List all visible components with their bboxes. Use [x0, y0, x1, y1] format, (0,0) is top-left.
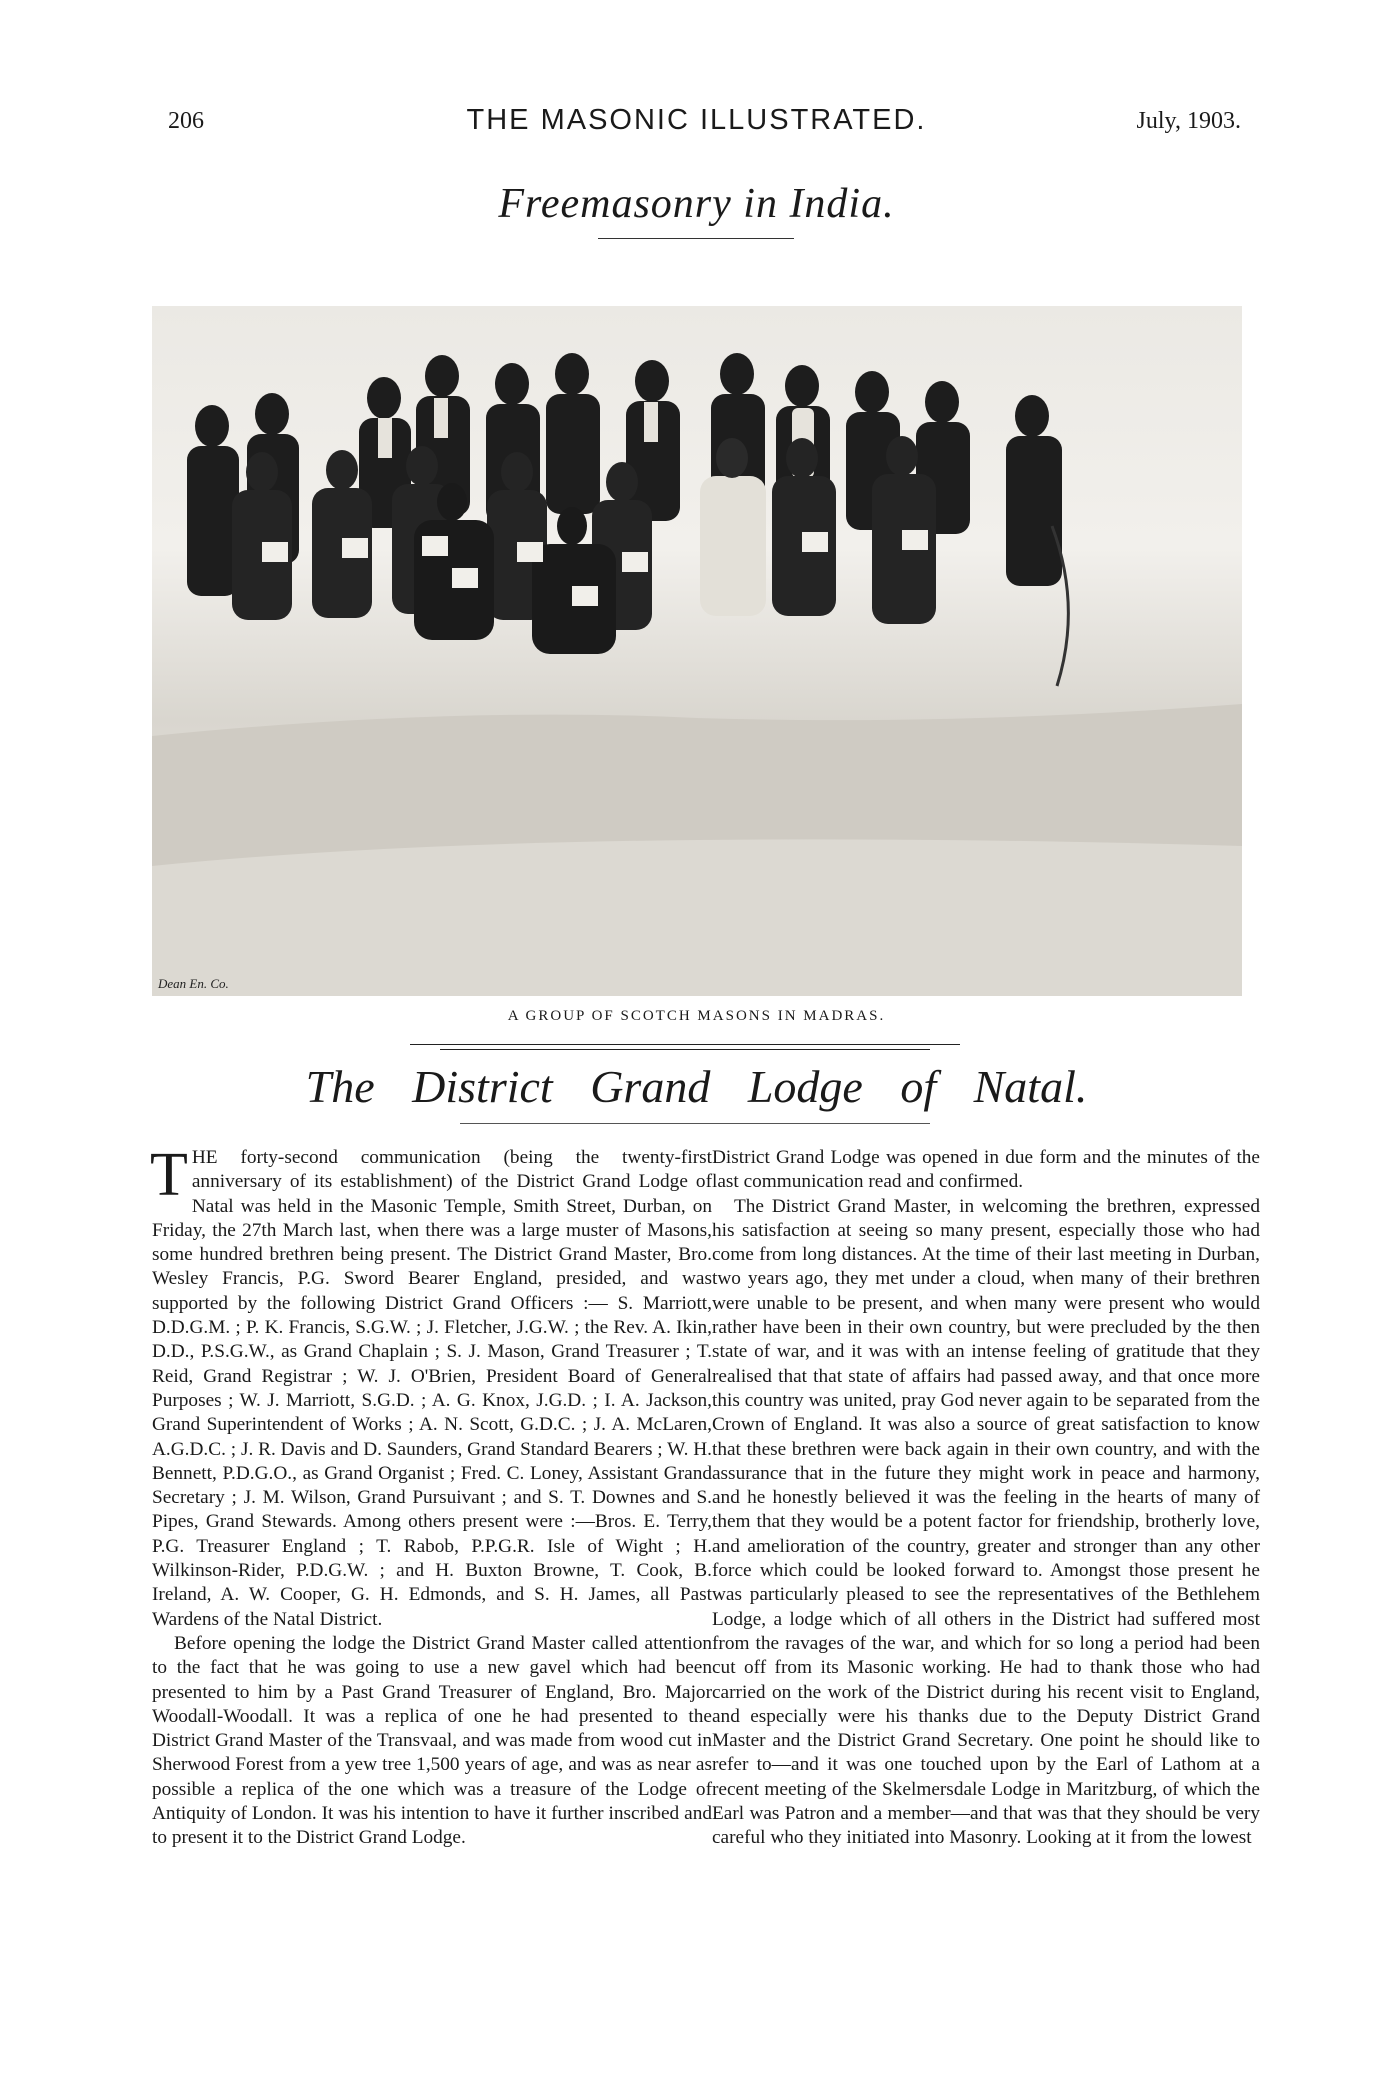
article-title-rule — [460, 1123, 930, 1124]
article-title-india: Freemasonry in India. — [498, 181, 895, 227]
page-header — [0, 104, 1393, 144]
section-rule-top — [410, 1044, 960, 1045]
issue-date: July, 1903. — [1136, 108, 1241, 134]
paragraph: Before opening the lodge the District Grand Master called attention to the fact that he was going to use a new gavel which had been presented to him by a Past Grand Treasurer of England, Bro. Major Woodall-Woodall. It was a replica of one he had presented to the District Grand Master of the Transvaal, and was made from wood cut in Sherwood Forest from a yew tree 1,500 years of age, and was as near as possible a replica of the one which was a treasure of the Lodge of Antiquity of London. It was his intention to have it further inscribed and to present it to the District Grand Lodge. — [152, 1632, 712, 1849]
article-title-natal: The District Grand Lodge of Natal. — [305, 1061, 1088, 1112]
left-column — [150, 1141, 712, 1851]
group-photo — [152, 306, 1242, 996]
paragraph — [150, 1141, 712, 1632]
title-rule — [598, 238, 794, 239]
photo-caption: A GROUP OF SCOTCH MASONS IN MADRAS. — [507, 1008, 886, 1024]
photo-figures — [152, 306, 1242, 996]
paragraph: The District Grand Master, in welcoming the brethren, expressed his satisfaction at seeing so many present, especially those who had come from long distances. At the time of their last meeting in Durban, two years ago, they met under a cloud, when many of their brethren were unable to be present, and when many were present who would rather have been in their own country, but were precluded by the then state of war, and it was with an intense feeling of gratitude that they realised that that state of affairs had passed away, and that once more this country was united, pray God never again to be separated from the Crown of England. It was also a source of great satisfaction to know that these brethren were back again in their own country, and with the assurance that in the future they might work in peace and harmony, and he honestly believed it was the feeling in the hearts of many of them that they would be a potent factor for friendship, brotherly love, and amelioration of the country, greater and stronger than any other force which could be looked forward to. Amongst those present he was particularly pleased to see the representatives of the Bethlehem Lodge, a lodge which of all others in the District had suffered most from the ravages of the war, and which for so long a period had been cut off from its Masonic working. He had to thank those who had carried on the work of the District during his recent visit to England, and especially were his thanks due to the Deputy District Grand Master and the District Grand Secretary. One point he should like to refer to—and it was one touched upon by the Earl of Lathom at a recent meeting of the Skelmersdale Lodge in Maritzburg, of which the Earl was Patron and a member—and that was that they should be very careful who they initiated into Masonry. Looking at it from the lowest — [712, 1195, 1260, 1849]
magazine-title: THE MASONIC ILLUSTRATED. — [466, 104, 927, 136]
page-number: 206 — [168, 108, 204, 134]
right-column — [712, 1146, 1260, 1851]
drop-cap: T — [150, 1141, 188, 1209]
section-rule-bottom — [440, 1049, 930, 1050]
paragraph-text: HE forty-second communication (being the twenty-first anniversary of its establishment) of the District Grand Lodge of Natal was held in the Masonic Temple, Smith Street, Durban, on Friday, the 27th March last, when there was a large muster of Masons, some hundred brethren being present. The District Grand Master, Bro. Wesley Francis, P.G. Sword Bearer England, presided, and was supported by the following District Grand Officers :— S. Marriott, D.D.G.M. ; P. K. Francis, S.G.W. ; J. Fletcher, J.G.W. ; the Rev. A. Ikin, D.D., P.S.G.W., as Grand Chaplain ; S. J. Mason, Grand Treasurer ; T. Reid, Grand Registrar ; W. J. O'Brien, President Board of General Purposes ; W. J. Marriott, S.G.D. ; A. G. Knox, J.G.D. ; I. A. Jackson, Grand Superintendent of Works ; A. N. Scott, G.D.C. ; J. A. McLaren, A.G.D.C. ; J. R. Davis and D. Saunders, Grand Standard Bearers ; W. H. Bennett, P.D.G.O., as Grand Organist ; Fred. C. Loney, Assistant Grand Secretary ; J. M. Wilson, Grand Pursuivant ; and S. T. Downes and S. Pipes, Grand Stewards. Among others present were :—Bros. E. Terry, P.G. Treasurer England ; T. Rabob, P.P.G.R. Isle of Wight ; H. Wilkinson-Rider, P.D.G.W. ; and H. Buxton Browne, T. Cook, B. Ireland, A. W. Cooper, G. H. Edmonds, and S. H. James, all Past Wardens of the Natal District. — [152, 1147, 712, 1630]
engraver-credit: Dean En. Co. — [158, 976, 229, 991]
paragraph: District Grand Lodge was opened in due form and the minutes of the last communication read and confirmed. — [712, 1147, 1260, 1193]
